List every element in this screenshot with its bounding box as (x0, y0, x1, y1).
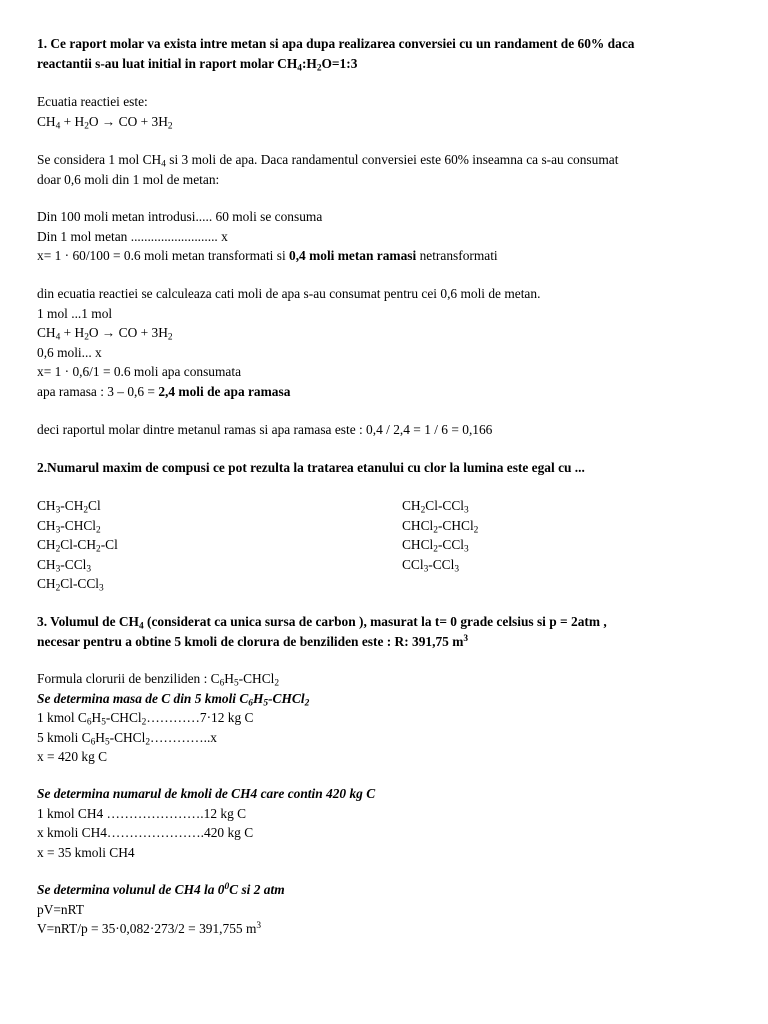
compounds-list-right (402, 496, 478, 574)
benzylidene-formula: Formula clorurii de benziliden : $C_6H_5-CHCl_2$ Se determina masa de C din 5 kmoli $C_6H_5-CHCl_2$ 1 kmol $C_6H_5-CHCl_2\dots\dots\dots\dots 7\cdot 12$ kg C 5 kmoli $C_6H_5-CHCl_2\dots\dots\dots\dots..x$ x = 420 kg C (37, 669, 740, 767)
compound-item: $CH_3-CHCl_2$ (37, 517, 101, 535)
problem-1-statement: Se considera 1 mol $CH_4$ si 3 moli de apa. Daca randamentul conversiei este 60% inseamna ca s-au consumat doar 0,6 moli din 1 mol de metan: (37, 152, 619, 187)
methane-kmol-calculation: Se determina numarul de kmoli de CH4 care contin 420 kg C 1 kmol CH4 ………………….12 kg C x kmoli CH4………………….420 kg C x = 35 kmoli CH4 (37, 784, 740, 862)
compound-item: CCl$_3$-CCl$_3$ (402, 556, 460, 574)
methane-calculation: Din 100 moli metan introdusi..... 60 moli se consuma Din 1 mol metan .......................... x x= 1 · 60/100 = 0.6 moli metan transformati si 0,4 moli metan ramasi netransformati (37, 209, 498, 263)
compound-item: CHCl$_2$-CCl$_3$ (402, 537, 469, 555)
step-heading: Se determina numarul de kmoli de CH4 care contin 420 kg C (37, 786, 376, 801)
compound-item: $CH_3-CH_2Cl$ (37, 498, 101, 516)
compound-item: CHCl$_2$-CHCl$_2$ (402, 517, 479, 535)
compound-item: $CH_2Cl-CCl_3$ (402, 498, 469, 516)
compounds-list-left (37, 496, 740, 594)
compound-item: $CH_3-CCl_3$ (37, 556, 92, 574)
water-calculation: din ecuatia reactiei se calculeaza cati moli de apa s-au consumat pentru cei 0,6 moli de metan. 1 mol ...1 mol $CH_4 + H_2O$ → CO + $3H_2$ 0,6 moli... x x= 1 · 0,6/1 = 0.6 moli apa consumata apa ramasa : 3 – 0,6 = 2,4 moli de apa ramasa (37, 286, 541, 399)
problem-2-title: 2.Numarul maxim de compusi ce pot rezulta la tratarea etanului cu clor la lumina este egal cu ... (37, 460, 585, 475)
volume-calculation: Se determina volunul de CH4 la $0^0C$ si 2 atm pV=nRT V=nRT/p = 35·0,082·273/2 = 391,755 $m^3$ (37, 880, 740, 939)
problem-1-title: 1. Ce raport molar va exista intre metan si apa dupa realizarea conversiei cu un randament de 60% daca reactantii s-au luat initial in raport molar $CH_4:H_2O=1:3$ (37, 36, 635, 73)
reaction-equation: Ecuatia reactiei este: $CH_4 + H_2O$ → CO + $3H_2$ (37, 94, 173, 131)
problem-3-title: 3. Volumul de $CH_4$ (considerat ca unica sursa de carbon ), masurat la t= 0 grade celsius si p = 2atm , necesar pentru a obtine 5 kmoli de clorura de benziliden este : R: 391,75 $m^3$ (37, 614, 607, 649)
compound-item: $CH_2Cl-CCl_3$ (37, 576, 104, 594)
molar-ratio-result: deci raportul molar dintre metanul ramas si apa ramasa este : 0,4 / 2,4 = 1 / 6 = 0,166 (37, 422, 493, 437)
step-heading: Se determina volunul de CH4 la $0^0C$ si 2 atm (37, 881, 285, 897)
step-heading: Se determina masa de C din 5 kmoli $C_6H_5-CHCl_2$ (37, 690, 310, 708)
compound-item: $CH_2Cl-CH_2-Cl$ (37, 537, 118, 555)
